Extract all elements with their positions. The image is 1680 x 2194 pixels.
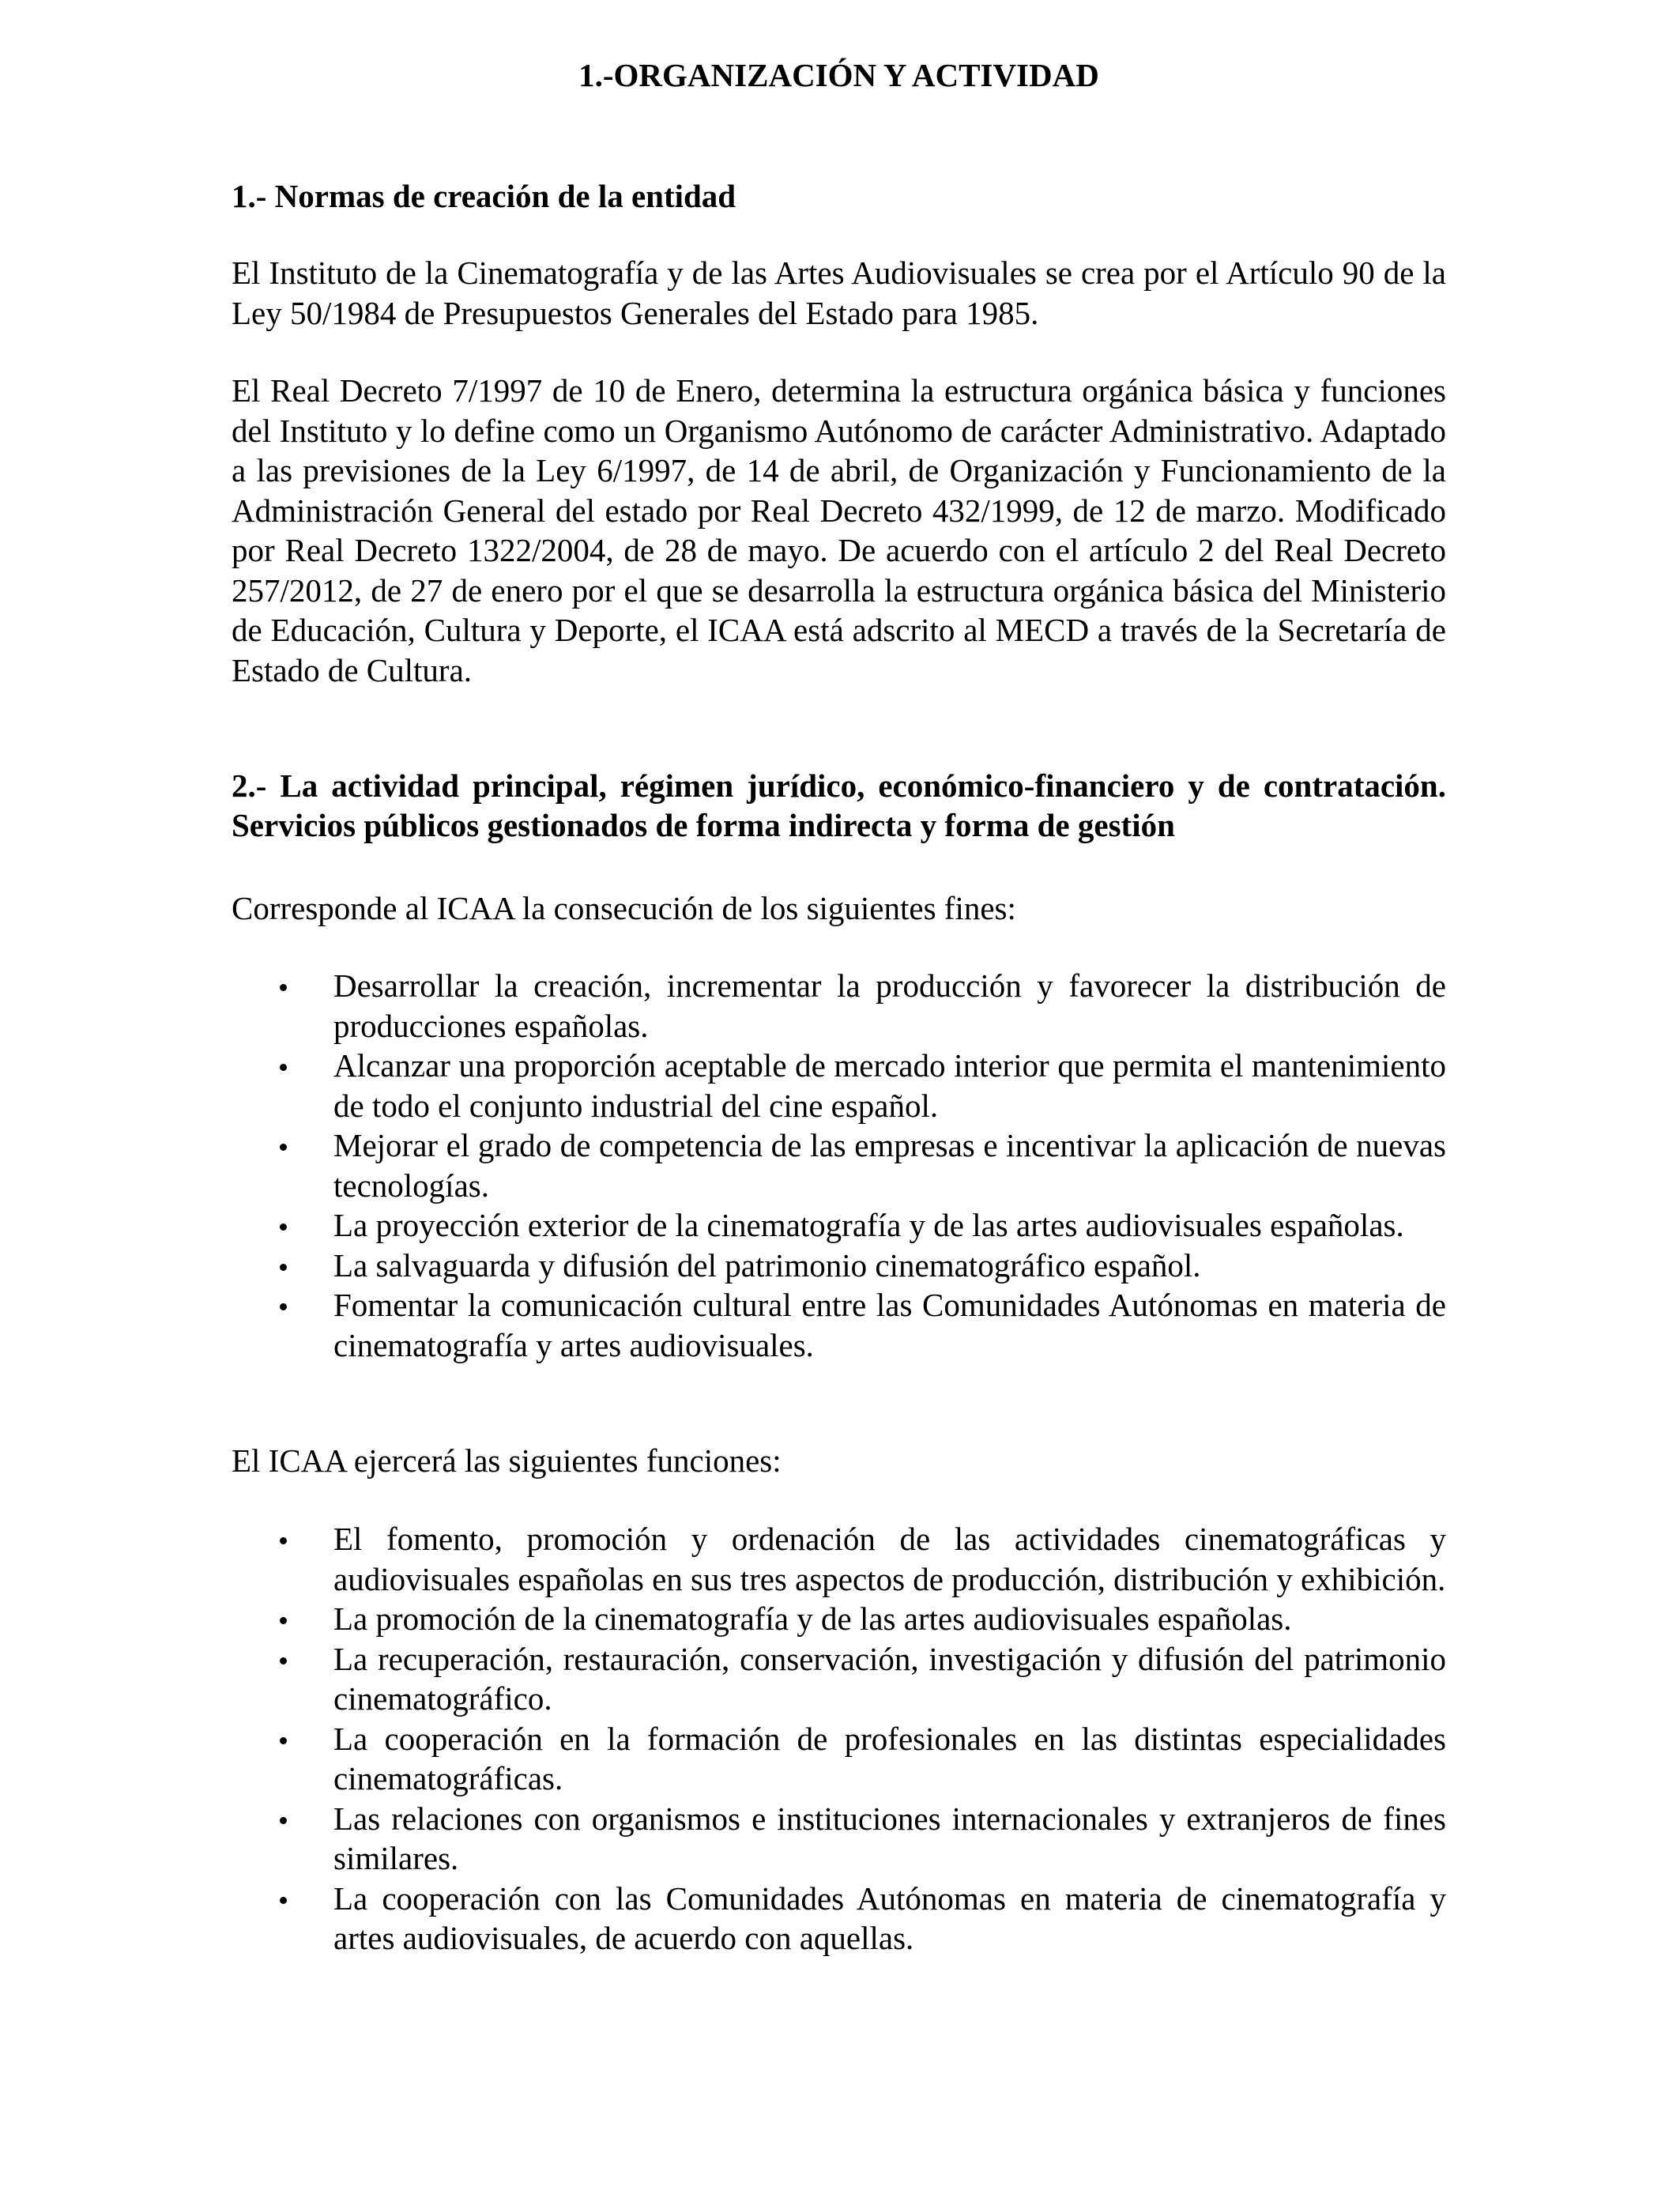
- list-item: [232, 1599, 1446, 1639]
- bullet-icon: [280, 984, 287, 991]
- bullet-icon: [280, 1817, 287, 1824]
- funciones-list: [232, 1519, 1446, 1958]
- list-item-text: Alcanzar una proporción aceptable de mercado interior que permita el mantenimiento de todo el conjunto industrial del cine español.: [333, 1047, 1446, 1124]
- list-item-text: La salvaguarda y difusión del patrimonio cinematográfico español.: [333, 1246, 1201, 1284]
- list-item-text: La recuperación, restauración, conservación, investigación y difusión del patrimonio cinematográfico.: [333, 1640, 1446, 1717]
- section-1-heading: 1.- Normas de creación de la entidad: [232, 178, 736, 214]
- section-2-heading: 2.- La actividad principal, régimen jurídico, económico-financiero y de contratación. Servicios públicos gestionados de forma indirecta y forma de gestión: [232, 767, 1446, 843]
- document-title: 1.-ORGANIZACIÓN Y ACTIVIDAD: [578, 57, 1099, 93]
- list-item-text: La cooperación con las Comunidades Autónomas en materia de cinematografía y artes audiovisuales, de acuerdo con aquellas.: [333, 1879, 1446, 1956]
- list-item: [232, 1879, 1446, 1958]
- list-item: [232, 1205, 1446, 1246]
- list-item-text: Mejorar el grado de competencia de las empresas e incentivar la aplicación de nuevas tecnologías.: [333, 1127, 1446, 1204]
- fines-intro: Corresponde al ICAA la consecución de los siguientes fines:: [232, 890, 1016, 926]
- list-item: [232, 1639, 1446, 1719]
- list-item-text: La proyección exterior de la cinematografía y de las artes audiovisuales españolas.: [333, 1207, 1404, 1243]
- bullet-icon: [280, 1223, 287, 1231]
- bullet-icon: [280, 1617, 287, 1624]
- list-item-text: Las relaciones con organismos e instituciones internacionales y extranjeros de fines similares.: [333, 1800, 1446, 1876]
- list-item-text: La promoción de la cinematografía y de las artes audiovisuales españolas.: [333, 1600, 1292, 1637]
- funciones-intro: El ICAA ejercerá las siguientes funciones:: [232, 1442, 782, 1479]
- bullet-icon: [280, 1064, 287, 1071]
- bullet-icon: [280, 1897, 287, 1904]
- fines-list: [232, 966, 1446, 1365]
- list-item: [232, 1285, 1446, 1365]
- list-item: [232, 1799, 1446, 1879]
- list-item-text: El fomento, promoción y ordenación de las actividades cinematográficas y audiovisuales españolas en sus tres aspectos de producción, distribución y exhibición.: [333, 1521, 1446, 1597]
- bullet-icon: [280, 1737, 287, 1744]
- list-item: [232, 1246, 1446, 1286]
- bullet-icon: [280, 1303, 287, 1310]
- bullet-icon: [280, 1264, 287, 1271]
- list-item: [232, 966, 1446, 1046]
- list-item-text: Fomentar la comunicación cultural entre las Comunidades Autónomas en materia de cinematografía y artes audiovisuales.: [333, 1287, 1446, 1363]
- section-1-paragraph-1: El Instituto de la Cinematografía y de las Artes Audiovisuales se crea por el Artículo 90 de la Ley 50/1984 de Presupuestos Generales del Estado para 1985.: [232, 254, 1446, 331]
- list-item: [232, 1125, 1446, 1205]
- list-item-text: Desarrollar la creación, incrementar la producción y favorecer la distribución de producciones españolas.: [333, 967, 1446, 1044]
- bullet-icon: [280, 1657, 287, 1664]
- list-item-text: La cooperación en la formación de profesionales en las distintas especialidades cinematográficas.: [333, 1720, 1446, 1796]
- bullet-icon: [280, 1537, 287, 1544]
- list-item: [232, 1519, 1446, 1599]
- section-1-paragraph-2: El Real Decreto 7/1997 de 10 de Enero, determina la estructura orgánica básica y funciones del Instituto y lo define como un Organismo Autónomo de carácter Administrativo. Adaptado a las previsiones de la Ley 6/1997, de 14 de abril, de Organización y Funcionamiento de la Administración General del estado por Real Decreto 432/1999, de 12 de marzo. Modificado por Real Decreto 1322/2004, de 28 de mayo. De acuerdo con el artículo 2 del Real Decreto 257/2012, de 27 de enero por el que se desarrolla la estructura orgánica básica del Ministerio de Educación, Cultura y Deporte, el ICAA está adscrito al MECD a través de la Secretaría de Estado de Cultura.: [232, 372, 1446, 688]
- list-item: [232, 1046, 1446, 1125]
- bullet-icon: [280, 1144, 287, 1151]
- list-item: [232, 1719, 1446, 1799]
